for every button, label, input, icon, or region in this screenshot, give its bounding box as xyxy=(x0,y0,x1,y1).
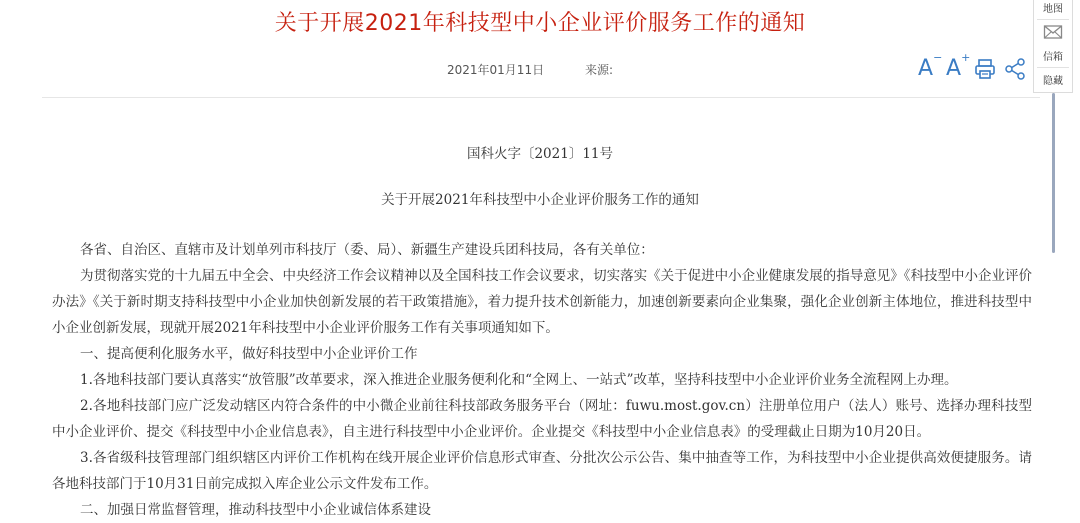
share-icon[interactable] xyxy=(1004,58,1026,84)
body-paragraph: 2.各地科技部门应广泛发动辖区内符合条件的中小微企业前往科技部政务服务平台（网址：fuwu.most.gov.cn）注册单位用户（法人）账号、选择办理科技型中小企业评价、提交《科技型中小企业信息表》，自主进行科技型中小企业评价。企业提交《科技型中小企业信息表》的受理截止日期为10月20日。 xyxy=(52,398,1032,440)
font-decrease-button[interactable] xyxy=(946,50,971,81)
side-separator xyxy=(1037,67,1069,68)
mail-icon[interactable] xyxy=(1043,24,1063,43)
side-separator xyxy=(1037,19,1069,20)
document-title: 关于开展2021年科技型中小企业评价服务工作的通知 xyxy=(381,192,699,208)
salutation-paragraph: 各省、自治区、直辖市及计划单列市科技厅（委、局）、新疆生产建设兵团科技局，各有关单位： xyxy=(80,242,654,258)
print-icon[interactable] xyxy=(974,58,996,84)
section-heading: 二、加强日常监督管理，推动科技型中小企业诚信体系建设 xyxy=(80,502,431,518)
source-label: 来源: xyxy=(585,63,614,77)
document-body xyxy=(52,237,1032,523)
body-paragraph: 3.各省级科技管理部门组织辖区内评价工作机构在线开展企业评价信息形式审查、分批次公示公告、集中抽查等工作，为科技型中小企业提供高效便捷服务。请各地科技部门于10月31日前完成拟入库企业公示文件发布工作。 xyxy=(52,450,1032,492)
font-larger-label: A xyxy=(946,56,962,81)
font-increase-label: A xyxy=(918,56,934,81)
side-panel xyxy=(1033,0,1073,93)
side-hide-button[interactable]: 隐藏 xyxy=(1043,76,1063,87)
document-number: 国科火字〔2021〕11号 xyxy=(466,146,614,162)
body-paragraph: 为贯彻落实党的十九届五中全会、中央经济工作会议精神以及全国科技工作会议要求，切实落实《关于促进中小企业健康发展的指导意见》《科技型中小企业评价办法》《关于新时期支持科技型中小企业加快创新发展的若干政策措施》，着力提升技术创新能力，加速创新要素向企业集聚，强化企业创新主体地位，推进科技型中小企业创新发展，现就开展2021年科技型中小企业评价服务工作有关事项通知如下。 xyxy=(52,268,1032,336)
header-divider xyxy=(42,97,1040,98)
minus-icon: − xyxy=(933,50,943,64)
body-paragraph: 1.各地科技部门要认真落实“放管服”改革要求，深入推进企业服务便利化和“全网上、一站式”改革，坚持科技型中小企业评价业务全流程网上办理。 xyxy=(80,372,958,388)
publish-date: 2021年01月11日 xyxy=(447,63,545,77)
section-heading: 一、提高便利化服务水平，做好科技型中小企业评价工作 xyxy=(80,346,418,362)
scrollbar[interactable] xyxy=(1052,93,1055,253)
plus-icon: + xyxy=(961,50,971,64)
side-map-link[interactable]: 地图 xyxy=(1043,4,1063,15)
side-mail-link[interactable]: 信箱 xyxy=(1043,52,1063,63)
font-increase-button[interactable] xyxy=(918,50,943,81)
page-title: 关于开展2021年科技型中小企业评价服务工作的通知 xyxy=(274,11,806,36)
